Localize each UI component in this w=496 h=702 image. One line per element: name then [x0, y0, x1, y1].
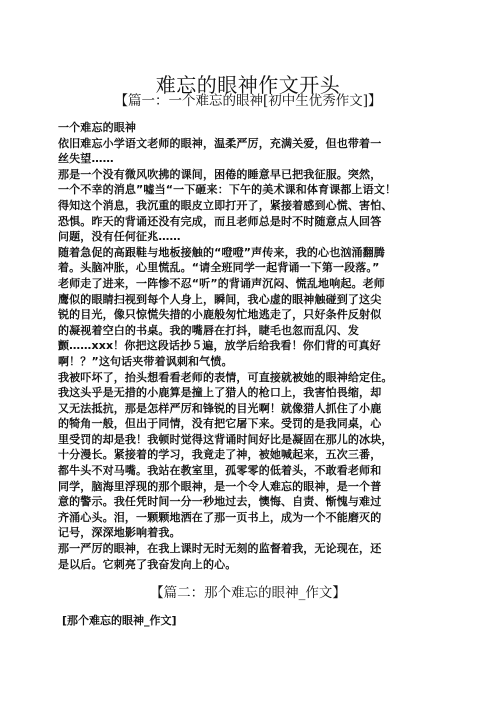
body-line: 同学，脑海里浮现的那个眼神，是一个令人难忘的眼神，是一个普 [58, 479, 382, 493]
body-line: 意的警示。我任凭时间一分一秒地过去，懊悔、自责、惭愧与难过 [58, 495, 382, 509]
body-line: 鹰似的眼睛扫视到每个人身上，瞬间，我心虚的眼神触碰到了这尖 [58, 292, 382, 306]
body-line: 一个难忘的眼神 [58, 121, 137, 134]
body-line: 都牛头不对马嘴。我站在教室里，孤零零的低着头，不敢看老师和 [58, 464, 382, 478]
body-line: 依旧难忘小学语文老师的眼神，温柔严厉，充满关爱，但也带着一 [58, 136, 382, 150]
body-line: 那一严厉的眼神，在我上课时无时无刻的监督着我，无论现在，还 [58, 542, 382, 556]
body-line: 问题，没有任何征兆…… [58, 230, 181, 244]
body-line: 那是一个没有微风吹拂的课间，困倦的睡意早已把我征服。突然， [58, 167, 382, 181]
body-line: 一个不幸的消息”嘘当“一下砸来：下午的美术课和体育课都上语文！ [58, 183, 397, 197]
body-line: 颤……xxx！你把这段话抄５遍，放学后给我看！你们背的可真好 [58, 339, 381, 353]
body-line: 随着急促的高跟鞋与地板接触的“噔噔”声传来，我的心也汹涌翻腾 [58, 245, 385, 259]
body-line: 记号，深深地影响着我。 [58, 526, 181, 540]
body-line: 齐涌心头。泪，一颗颗地洒在了那一页书上，成为一个不能磨灭的 [58, 510, 382, 524]
body-line: 着。头脑冲胀，心里慌乱。“请全班同学一起背诵一下第一段落。” [58, 261, 380, 275]
body-line: 我这头乎是无措的小鹿算是撞上了猎人的枪口上，我害怕畏缩，却 [58, 386, 382, 400]
body-line: 里受罚的却是我！我顿时觉得这背诵时间好比是凝固在那儿的冰块， [58, 432, 393, 446]
section-one-body [58, 120, 458, 572]
body-line: 得知这个消息，我沉重的眼皮立即打开了，紧接着感到心慌、害怕、 [58, 198, 393, 212]
body-line: 是以后。它刺亮了我奋发向上的心。 [58, 557, 237, 571]
body-line: 我被吓坏了，抬头想看看老师的表情，可直接就被她的眼神给定住。 [58, 370, 393, 384]
body-line: 恐惧。昨天的背诵还没有完成，而且老师总是时不时随意点人回答 [58, 214, 382, 228]
body-line: 的犄角一般，但出于同情，没有把它屠下来。受罚的是我同桌，心 [58, 417, 382, 431]
body-line: 十分漫长。紧接着的学习，我竟走了神，被她喊起来，五次三番， [58, 448, 382, 462]
body-line: 老师走了进来，一阵惨不忍“听”的背诵声沉闷、慌乱地响起。老师 [58, 276, 385, 290]
body-line: 锐的目光，像只惊慌失措的小鹿般匆忙地逃走了，只好条件反射似 [58, 308, 382, 322]
body-line: 又无法抵抗，那是怎样严厉和锋锐的目光啊！就像猎人抓住了小鹿 [58, 401, 382, 415]
section-two-heading: 【篇二：那个难忘的眼神_作文】 [150, 585, 346, 601]
section-two-subtitle: [那个难忘的眼神_作文] [62, 614, 177, 627]
document-title: 难忘的眼神作文开头 [155, 73, 341, 98]
body-line: 啊！？”这句话夹带着讽刺和气愤。 [58, 354, 233, 368]
body-line: 的凝视着空白的书桌。我的嘴唇在打抖，睫毛也忽而乱闪、发 [58, 323, 360, 337]
section-one-heading: 【篇一：一个难忘的眼神[初中生优秀作文]】 [114, 93, 382, 109]
body-line: 丝失望…… [58, 152, 114, 166]
